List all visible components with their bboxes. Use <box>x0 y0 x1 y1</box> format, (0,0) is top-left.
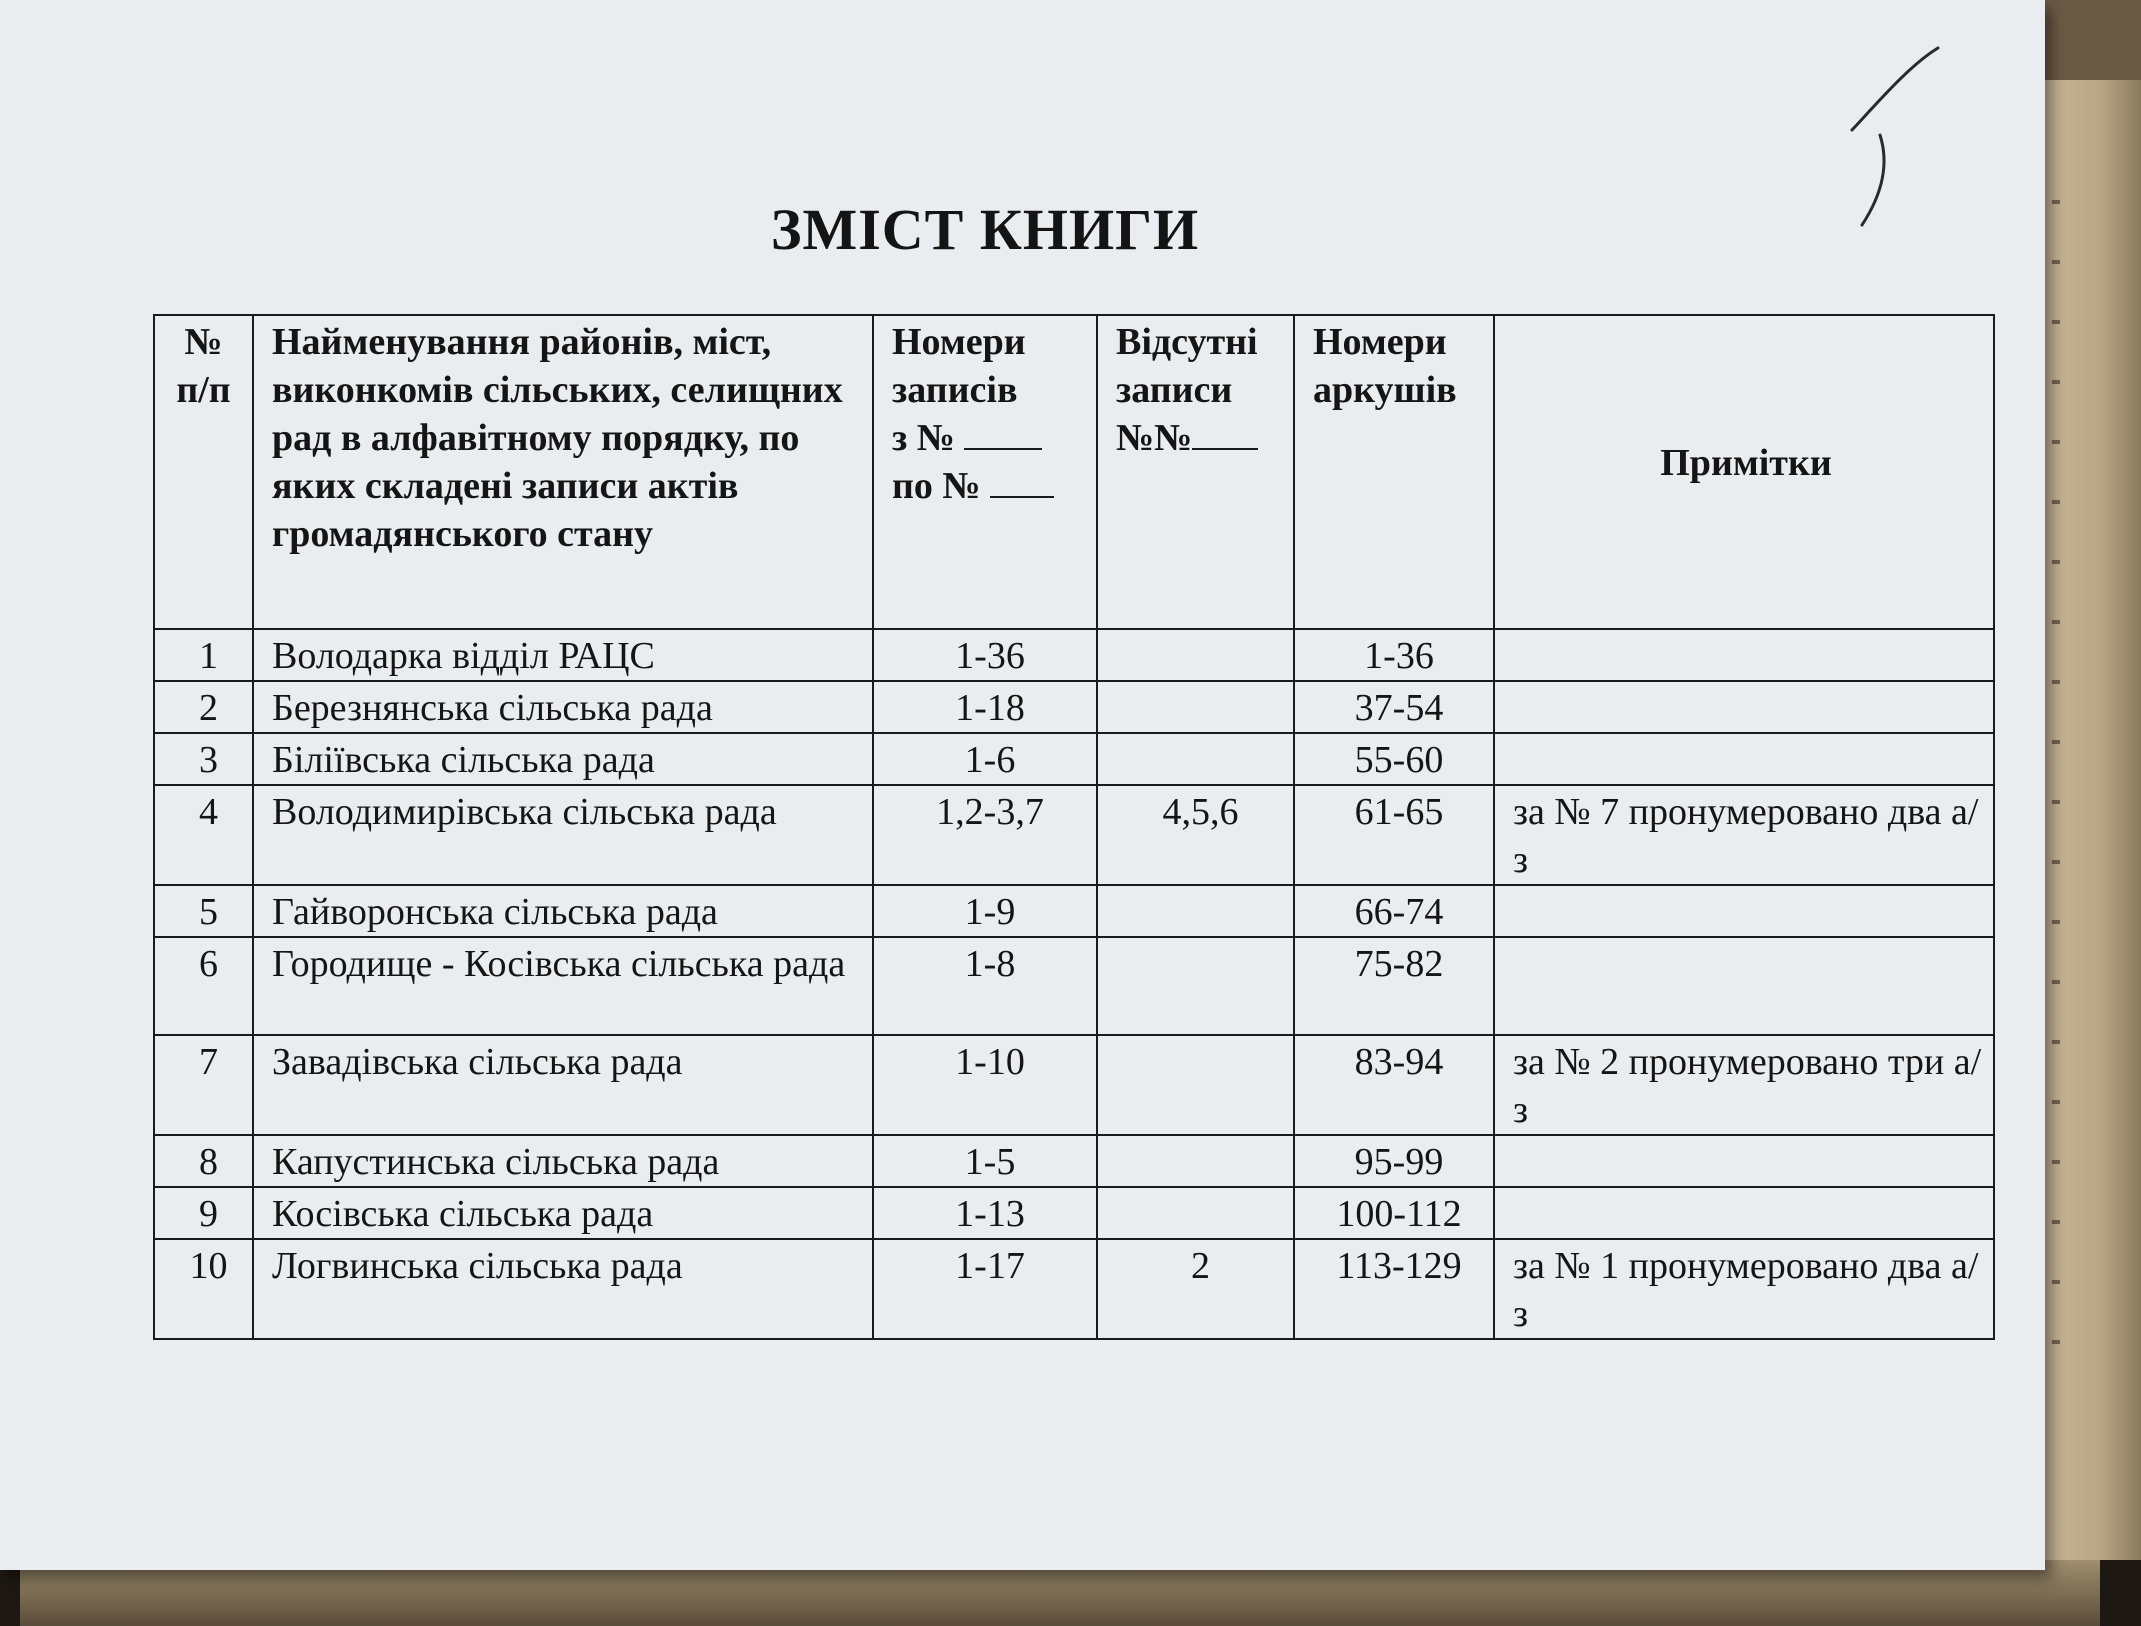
row-notes: за № 2 пронумеровано три а/з <box>1494 1035 1994 1135</box>
row-missing <box>1097 1135 1294 1187</box>
blank-line <box>1192 418 1258 450</box>
table-row <box>154 1187 1994 1239</box>
table-row <box>154 885 1994 937</box>
underlying-page-edge <box>2052 200 2060 1400</box>
row-number: 9 <box>154 1187 253 1239</box>
row-records: 1-17 <box>873 1239 1097 1339</box>
row-records: 1-18 <box>873 681 1097 733</box>
row-name: Логвинська сільська рада <box>253 1239 873 1339</box>
table-row <box>154 629 1994 681</box>
row-name: Біліївська сільська рада <box>253 733 873 785</box>
row-number: 8 <box>154 1135 253 1187</box>
row-records: 1-6 <box>873 733 1097 785</box>
row-records: 1-13 <box>873 1187 1097 1239</box>
blank-line <box>990 466 1054 498</box>
row-sheets: 113-129 <box>1294 1239 1494 1339</box>
row-number: 4 <box>154 785 253 885</box>
row-name: Завадівська сільська рада <box>253 1035 873 1135</box>
row-sheets: 61-65 <box>1294 785 1494 885</box>
row-notes: за № 7 пронумеровано два а/з <box>1494 785 1994 885</box>
row-notes <box>1494 681 1994 733</box>
page-title: ЗМІСТ КНИГИ <box>770 197 1200 262</box>
header-missing: Відсутні записи №№ <box>1097 315 1294 629</box>
table-header-row <box>154 315 1994 629</box>
row-name: Гайворонська сільська рада <box>253 885 873 937</box>
row-missing <box>1097 885 1294 937</box>
blank-line <box>964 418 1042 450</box>
table-row <box>154 1135 1994 1187</box>
row-name: Володарка відділ РАЦС <box>253 629 873 681</box>
row-sheets: 66-74 <box>1294 885 1494 937</box>
row-sheets: 75-82 <box>1294 937 1494 1035</box>
row-number: 3 <box>154 733 253 785</box>
contents-table <box>153 314 1995 1340</box>
row-notes <box>1494 733 1994 785</box>
row-sheets: 55-60 <box>1294 733 1494 785</box>
row-records: 1-8 <box>873 937 1097 1035</box>
table-row <box>154 1239 1994 1339</box>
row-sheets: 1-36 <box>1294 629 1494 681</box>
row-notes <box>1494 1187 1994 1239</box>
table-body <box>154 629 1994 1339</box>
row-missing <box>1097 681 1294 733</box>
table-row <box>154 733 1994 785</box>
row-number: 7 <box>154 1035 253 1135</box>
table-row <box>154 1035 1994 1135</box>
row-name: Городище - Косівська сільська рада <box>253 937 873 1035</box>
header-notes: Примітки <box>1494 315 1994 629</box>
table-row <box>154 937 1994 1035</box>
row-name: Капустинська сільська рада <box>253 1135 873 1187</box>
row-sheets: 100-112 <box>1294 1187 1494 1239</box>
row-missing <box>1097 733 1294 785</box>
table-row <box>154 785 1994 885</box>
row-missing <box>1097 1187 1294 1239</box>
row-number: 10 <box>154 1239 253 1339</box>
row-missing: 2 <box>1097 1239 1294 1339</box>
row-notes <box>1494 629 1994 681</box>
row-records: 1-9 <box>873 885 1097 937</box>
table-row <box>154 681 1994 733</box>
row-number: 6 <box>154 937 253 1035</box>
row-number: 2 <box>154 681 253 733</box>
row-notes <box>1494 1135 1994 1187</box>
row-missing <box>1097 937 1294 1035</box>
header-name: Найменування районів, міст, виконкомів сільських, селищних рад в алфавітному порядку, по яких складені записи актів громадянського стану <box>253 315 873 629</box>
row-records: 1,2-3,7 <box>873 785 1097 885</box>
row-notes: за № 1 пронумеровано два а/з <box>1494 1239 1994 1339</box>
book-cover-corner <box>2040 0 2141 80</box>
row-notes <box>1494 937 1994 1035</box>
row-records: 1-36 <box>873 629 1097 681</box>
row-number: 5 <box>154 885 253 937</box>
handwritten-page-mark <box>1840 40 1950 240</box>
row-name: Березнянська сільська рада <box>253 681 873 733</box>
header-number: № п/п <box>154 315 253 629</box>
row-sheets: 83-94 <box>1294 1035 1494 1135</box>
row-name: Володимирівська сільська рада <box>253 785 873 885</box>
row-number: 1 <box>154 629 253 681</box>
row-sheets: 37-54 <box>1294 681 1494 733</box>
header-records: Номери записів з № по № <box>873 315 1097 629</box>
row-records: 1-5 <box>873 1135 1097 1187</box>
row-missing <box>1097 629 1294 681</box>
row-missing: 4,5,6 <box>1097 785 1294 885</box>
row-sheets: 95-99 <box>1294 1135 1494 1187</box>
row-records: 1-10 <box>873 1035 1097 1135</box>
row-name: Косівська сільська рада <box>253 1187 873 1239</box>
row-notes <box>1494 885 1994 937</box>
row-missing <box>1097 1035 1294 1135</box>
header-sheets: Номери аркушів <box>1294 315 1494 629</box>
